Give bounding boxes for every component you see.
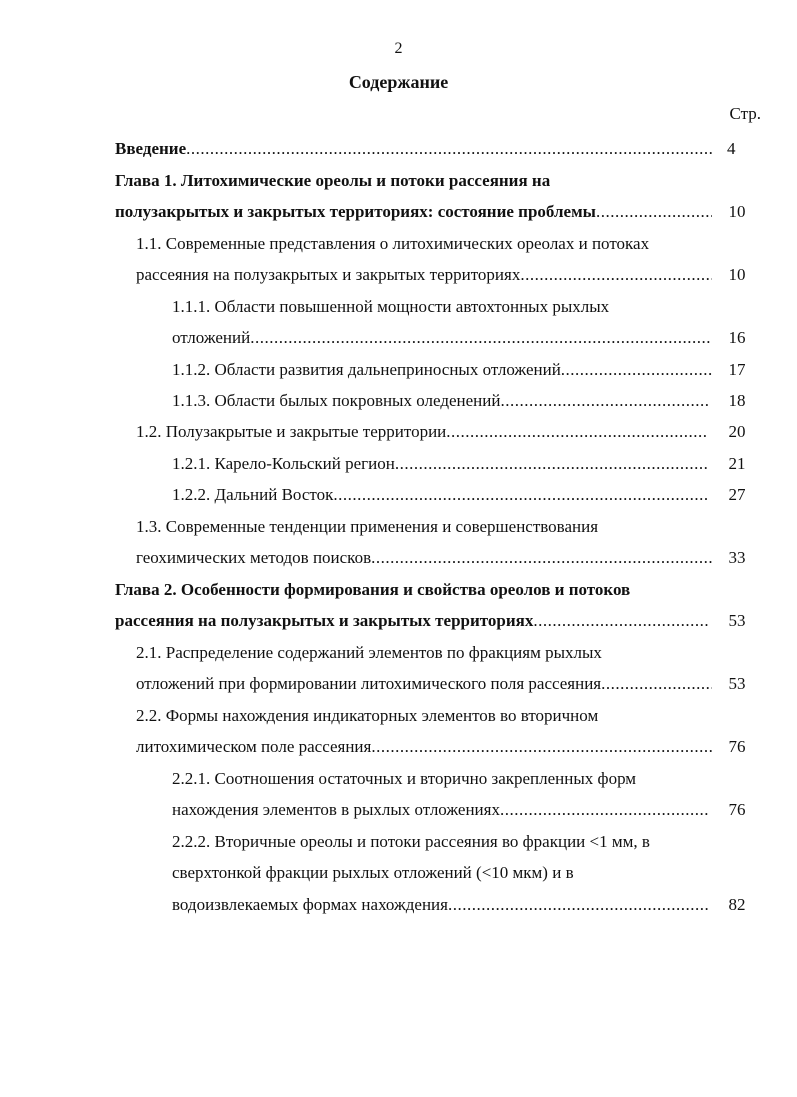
leader-dots: [333, 483, 708, 507]
toc-entry-text: Введение: [115, 139, 187, 158]
toc-page-number: 20: [728, 422, 746, 441]
toc-entry-text: геохимических методов поисков: [136, 548, 372, 567]
toc-entry-subsection-2-2-2-line-1[interactable]: 2.2.2. Вторичные ореолы и потоки рассеяния во фракции <1 мм, в: [172, 832, 650, 851]
page-column-header: Стр.: [729, 104, 761, 123]
toc-entry-text: полузакрытых и закрытых территориях: состояние проблемы: [115, 202, 596, 221]
toc-page-number: 76: [728, 737, 746, 756]
page-number: 2: [394, 40, 403, 57]
toc-entry-introduction[interactable]: [115, 137, 712, 161]
leader-dots: [448, 893, 708, 917]
leader-dots: [601, 672, 712, 696]
toc-entry-text: 1.1.2. Области развития дальнеприносных отложений: [172, 360, 561, 379]
toc-entry-section-2-2-line-1[interactable]: 2.2. Формы нахождения индикаторных элементов во вторичном: [136, 706, 599, 725]
toc-entry-section-1-2[interactable]: [136, 420, 708, 444]
toc-entry-text: водоизвлекаемых формах нахождения: [172, 895, 448, 914]
toc-entry-subsection-1-1-3[interactable]: [172, 389, 708, 413]
toc-entry-section-2-2-line-2[interactable]: [136, 735, 712, 759]
toc-page-number: 27: [728, 485, 746, 504]
toc-entry-subsection-2-2-1-line-1[interactable]: 2.2.1. Соотношения остаточных и вторично закрепленных форм: [172, 769, 637, 788]
toc-entry-section-1-3-line-1[interactable]: 1.3. Современные тенденции применения и совершенствования: [136, 517, 599, 536]
leader-dots: [596, 200, 712, 224]
toc-page-number: 53: [728, 674, 746, 693]
leader-dots: [446, 420, 708, 444]
toc-entry-text: отложений: [172, 328, 251, 347]
leader-dots: [520, 263, 712, 287]
toc-page-number: 17: [728, 360, 746, 379]
toc-page-number: 21: [728, 454, 746, 473]
toc-entry-text: 1.2. Полузакрытые и закрытые территории: [136, 422, 447, 441]
toc-page-number: 53: [728, 611, 746, 630]
toc-page-number: 16: [728, 328, 746, 347]
leader-dots: [561, 358, 712, 382]
toc-entry-subsection-1-1-1-line-2[interactable]: [172, 326, 712, 350]
toc-entry-subsection-2-2-2-line-2[interactable]: сверхтонкой фракции рыхлых отложений (<10 мкм) и в: [172, 863, 574, 882]
toc-entry-chapter-1-line-1[interactable]: Глава 1. Литохимические ореолы и потоки рассеяния на: [115, 171, 551, 190]
toc-entry-subsection-1-1-2[interactable]: [172, 358, 712, 382]
toc-page-number: 82: [728, 895, 746, 914]
leader-dots: [500, 389, 708, 413]
toc-entry-text: рассеяния на полузакрытых и закрытых территориях: [136, 265, 521, 284]
toc-entry-subsection-2-2-1-line-2[interactable]: [172, 798, 708, 822]
toc-page-number: 4: [727, 139, 736, 158]
toc-entry-chapter-2-line-1[interactable]: Глава 2. Особенности формирования и свойства ореолов и потоков: [115, 580, 631, 599]
toc-entry-section-1-1-line-1[interactable]: 1.1. Современные представления о литохимических ореолах и потоках: [136, 234, 650, 253]
leader-dots: [533, 609, 708, 633]
toc-entry-chapter-1-line-2[interactable]: [115, 200, 712, 224]
leader-dots: [186, 137, 712, 161]
toc-entry-chapter-2-line-2[interactable]: [115, 609, 708, 633]
toc-entry-subsection-1-2-2[interactable]: [172, 483, 708, 507]
leader-dots: [250, 326, 712, 350]
toc-entry-text: 1.1.3. Области былых покровных оледенений: [172, 391, 501, 410]
toc-page-number: 10: [728, 265, 746, 284]
toc-entry-section-1-3-line-2[interactable]: [136, 546, 712, 570]
toc-page-number: 18: [728, 391, 746, 410]
toc-entry-text: отложений при формировании литохимического поля рассеяния: [136, 674, 602, 693]
toc-page-number: 76: [728, 800, 746, 819]
toc-entry-section-2-1-line-1[interactable]: 2.1. Распределение содержаний элементов по фракциям рыхлых: [136, 643, 602, 662]
toc-entry-section-2-1-line-2[interactable]: [136, 672, 712, 696]
toc-entry-text: рассеяния на полузакрытых и закрытых территориях: [115, 611, 534, 630]
page-title: Содержание: [348, 72, 449, 92]
toc-entry-section-1-1-line-2[interactable]: [136, 263, 712, 287]
toc-entry-text: 1.2.1. Карело-Кольский регион: [172, 454, 395, 473]
toc-entry-subsection-2-2-2-line-3[interactable]: [172, 893, 708, 917]
toc-entry-text: литохимическом поле рассеяния: [136, 737, 372, 756]
toc-page-number: 10: [728, 202, 746, 221]
toc-entry-text: 1.2.2. Дальний Восток: [172, 485, 334, 504]
leader-dots: [371, 735, 712, 759]
leader-dots: [500, 798, 708, 822]
toc-entry-subsection-1-2-1[interactable]: [172, 452, 708, 476]
toc-page-number: 33: [728, 548, 746, 567]
leader-dots: [371, 546, 712, 570]
toc-entry-text: нахождения элементов в рыхлых отложениях: [172, 800, 500, 819]
toc-entry-subsection-1-1-1-line-1[interactable]: 1.1.1. Области повышенной мощности автохтонных рыхлых: [172, 297, 610, 316]
leader-dots: [395, 452, 708, 476]
